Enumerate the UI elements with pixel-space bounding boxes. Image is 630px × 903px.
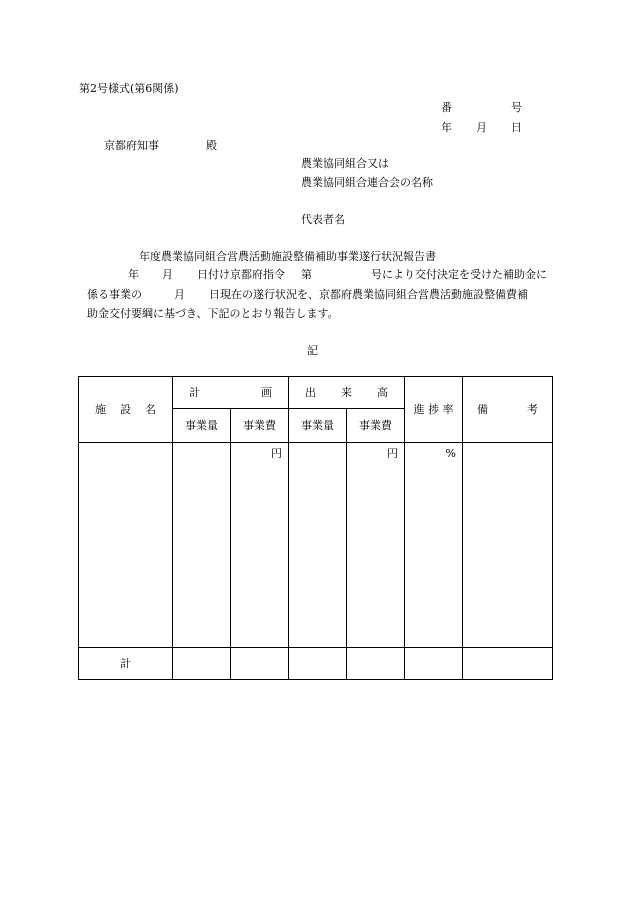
ki-label: 記 bbox=[307, 344, 318, 357]
cell-facility-name bbox=[79, 443, 173, 648]
total-plan-volume bbox=[173, 648, 231, 680]
total-remarks bbox=[463, 648, 553, 680]
form-number: 第2号様式(第6関係) bbox=[79, 82, 179, 95]
date-year: 年 bbox=[441, 121, 452, 134]
table-row bbox=[79, 443, 553, 648]
body-line1-rest: 号により交付決定を受けた補助金に bbox=[371, 268, 547, 281]
cell-plan-cost: 円 bbox=[231, 443, 289, 648]
cell-actual-volume bbox=[289, 443, 347, 648]
body-line2-rest: 日現在の遂行状況を、京都府農業協同組合営農活動施設整備費補 bbox=[209, 288, 528, 301]
body-line1-dai: 第 bbox=[301, 268, 312, 281]
total-plan-cost bbox=[231, 648, 289, 680]
cell-remarks bbox=[463, 443, 553, 648]
total-actual-cost bbox=[347, 648, 405, 680]
addressee-name: 京都府知事 bbox=[104, 139, 159, 152]
addressee-honorific: 殿 bbox=[206, 139, 217, 152]
body-line2-start: 係る事業の bbox=[87, 288, 142, 301]
cell-progress: % bbox=[405, 443, 463, 648]
total-actual-volume bbox=[289, 648, 347, 680]
total-label: 計 bbox=[79, 648, 173, 680]
header-actual-volume: 事業量 bbox=[289, 409, 347, 443]
body-line1-year: 年 bbox=[128, 268, 139, 281]
header-plan: 計 画 bbox=[173, 377, 289, 409]
applicant-line2: 農業協同組合連合会の名称 bbox=[301, 176, 433, 189]
total-progress bbox=[405, 648, 463, 680]
report-table bbox=[78, 376, 553, 680]
header-remarks: 備 考 bbox=[463, 377, 553, 443]
body-line1-date-order: 日付け京都府指令 bbox=[197, 268, 285, 281]
total-row bbox=[79, 648, 553, 680]
number-suffix: 号 bbox=[511, 101, 522, 114]
header-progress: 進 捗 率 bbox=[405, 377, 463, 443]
header-actual: 出 来 高 bbox=[289, 377, 405, 409]
report-title: 年度農業協同組合営農活動施設整備補助事業遂行状況報告書 bbox=[139, 250, 436, 263]
header-facility-name: 施 設 名 bbox=[79, 377, 173, 443]
body-line1-month: 月 bbox=[162, 268, 173, 281]
body-line3: 助金交付要綱に基づき、下記のとおり報告します。 bbox=[87, 307, 339, 320]
body-line2-month: 月 bbox=[174, 288, 185, 301]
date-month: 月 bbox=[476, 121, 487, 134]
representative-label: 代表者名 bbox=[301, 213, 345, 226]
date-day: 日 bbox=[511, 121, 522, 134]
header-plan-volume: 事業量 bbox=[173, 409, 231, 443]
number-label: 番 bbox=[441, 101, 452, 114]
header-actual-cost: 事業費 bbox=[347, 409, 405, 443]
cell-actual-cost: 円 bbox=[347, 443, 405, 648]
header-plan-cost: 事業費 bbox=[231, 409, 289, 443]
applicant-line1: 農業協同組合又は bbox=[301, 157, 389, 170]
cell-plan-volume bbox=[173, 443, 231, 648]
